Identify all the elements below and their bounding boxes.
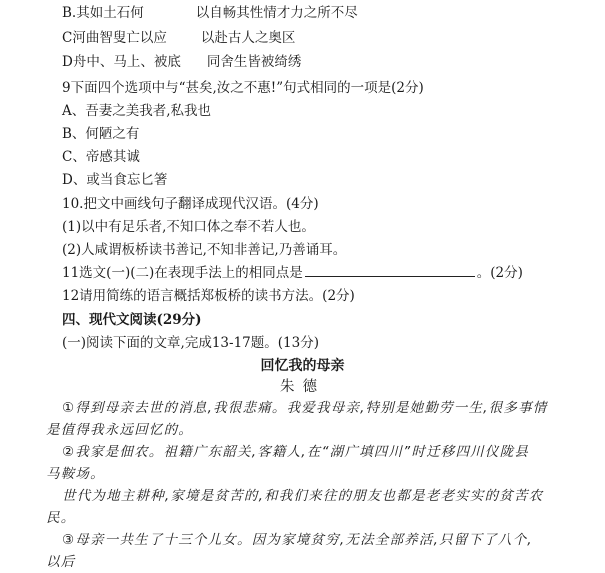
paragraph-2-line-1: ②我家是佃农。祖籍广东韶关,客籍人,在“湖广填四川”时迁移四川仪陇县 bbox=[62, 444, 529, 460]
option-b-right: 以自畅其性情才力之所不尽 bbox=[195, 5, 358, 21]
q10-stem: 10.把文中画线句子翻译成现代汉语。(4分) bbox=[62, 196, 319, 212]
q9-option-d: D、或当食忘匕箸 bbox=[62, 172, 168, 188]
paragraph-3-line-1: 世代为地主耕种,家境是贫苦的,和我们来往的朋友也都是老老实实的贫苦农 bbox=[62, 488, 544, 504]
q10-sentence-1: (1)以中有足乐者,不知口体之奉不若人也。 bbox=[62, 219, 315, 235]
article-author: 朱德 bbox=[280, 379, 325, 395]
q11-score: 。(2分) bbox=[476, 265, 523, 281]
option-d-right: 同舍生皆被绮绣 bbox=[206, 54, 302, 70]
q12-stem: 12请用简练的语言概括郑板桥的读书方法。(2分) bbox=[62, 288, 355, 304]
q9-stem: 9下面四个选项中与“甚矣,汝之不惠!”句式相同的一项是(2分) bbox=[62, 80, 424, 96]
option-d-left: D舟中、马上、被底 bbox=[62, 54, 181, 70]
paragraph-3 bbox=[46, 485, 544, 529]
q11-stem: 11选文(一)(二)在表现手法上的相同点是 bbox=[62, 265, 303, 281]
option-c-right: 以赴古人之奥区 bbox=[200, 30, 296, 46]
paragraph-4-line-2: 以后 bbox=[46, 554, 76, 570]
option-c-line bbox=[62, 29, 295, 47]
q11-answer-blank[interactable] bbox=[305, 264, 475, 277]
paragraph-4 bbox=[46, 529, 533, 573]
q9-option-b: B、何陋之有 bbox=[62, 126, 140, 142]
option-c-left: C河曲智叟亡以应 bbox=[62, 30, 167, 46]
paragraph-2-line-2: 马鞍场。 bbox=[46, 466, 105, 482]
q10-sentence-2: (2)人咸谓板桥读书善记,不知非善记,乃善诵耳。 bbox=[62, 242, 347, 258]
q9-option-c: C、帝感其诚 bbox=[62, 149, 140, 165]
option-b-line bbox=[62, 4, 358, 22]
paragraph-1-line-2: 是值得我永远回忆的。 bbox=[46, 422, 193, 438]
paragraph-1-line-1: ①得到母亲去世的消息,我很悲痛。我爱我母亲,特别是她勤劳一生,很多事情 bbox=[62, 400, 548, 416]
q11-line bbox=[62, 264, 523, 282]
option-d-line bbox=[62, 53, 301, 71]
section-heading: 四、现代文阅读(29分) bbox=[62, 312, 202, 328]
paragraph-4-line-1: ③母亲一共生了十三个儿女。因为家境贫穷,无法全部养活,只留下了八个, bbox=[62, 532, 533, 548]
q9-option-a: A、吾妻之美我者,私我也 bbox=[62, 103, 212, 119]
paragraph-2 bbox=[46, 441, 532, 485]
reading-instruction: (一)阅读下面的文章,完成13-17题。(13分) bbox=[62, 335, 319, 351]
paragraph-3-line-2: 民。 bbox=[46, 510, 76, 526]
paragraph-1 bbox=[46, 397, 548, 441]
option-b-left: B.其如土石何 bbox=[62, 5, 144, 21]
article-title: 回忆我的母亲 bbox=[260, 358, 345, 374]
